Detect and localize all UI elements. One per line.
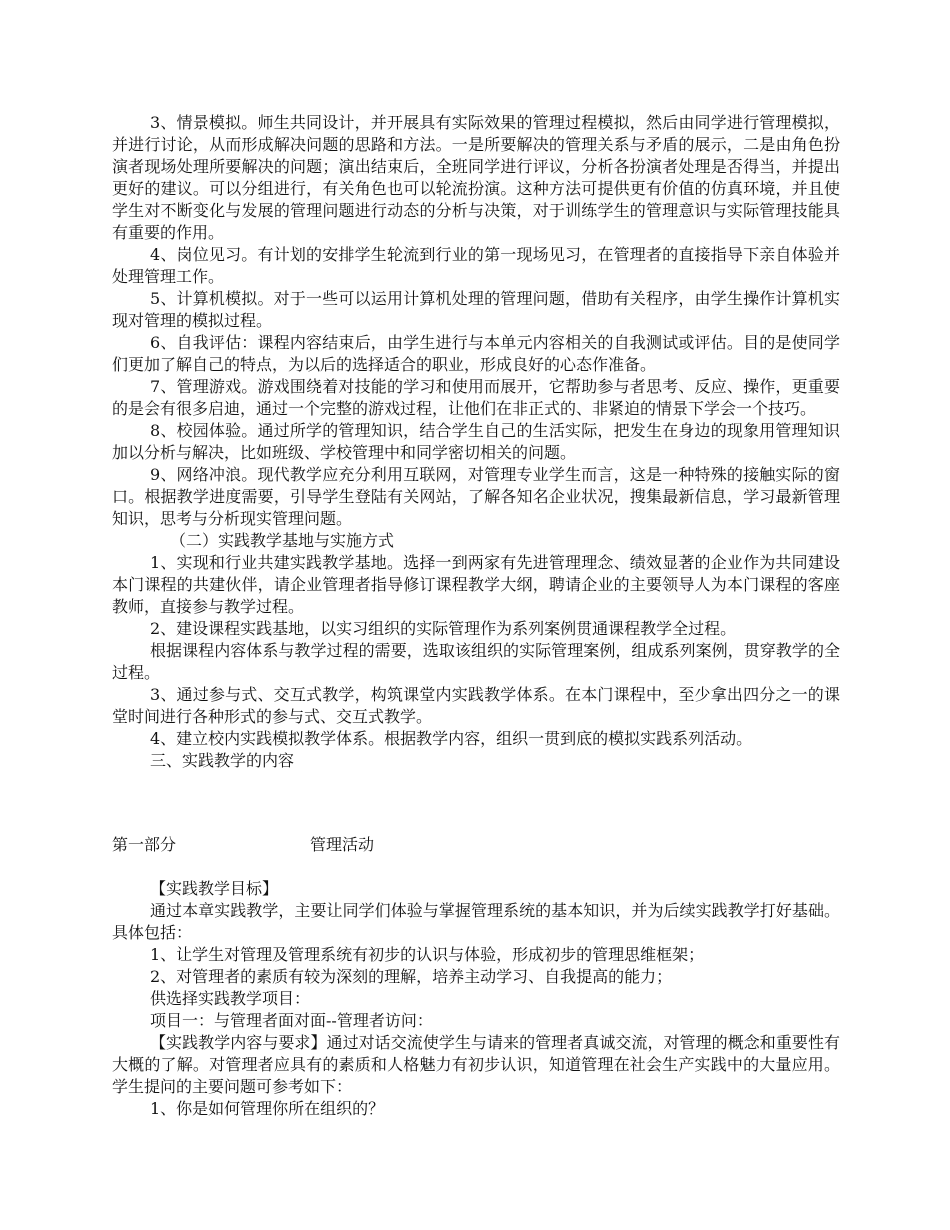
paragraph-project-options: 供选择实践教学项目： bbox=[150, 989, 311, 1008]
paragraph-objective-1: 1、让学生对管理及管理系统有初步的认识与体验，形成初步的管理思维框架； bbox=[150, 945, 705, 964]
part-heading bbox=[112, 834, 374, 856]
paragraph-simulation-system: 4、建立校内实践模拟教学体系。根据教学内容，组织一贯到底的模拟实践系列活动。 bbox=[150, 729, 753, 748]
paragraph-web-surfing: 9、网络冲浪。现代教学应充分利用互联网，对管理专业学生而言，这是一种特殊的接触实际的窗口。根据教学进度需要，引导学生登陆有关网站，了解各知名企业状况，搜集最新信息，学习最新管理知识，思考与分析现实管理问题。 bbox=[112, 465, 840, 528]
part-title: 管理活动 bbox=[310, 835, 375, 854]
paragraph-management-game: 7、管理游戏。游戏围绕着对技能的学习和使用而展开，它帮助参与者思考、反应、操作，更重要的是会有很多启迪，通过一个完整的游戏过程，让他们在非正式的、非紧迫的情景下学会一个技巧。 bbox=[112, 377, 840, 418]
paragraph-project-one: 项目一：与管理者面对面--管理者访问： bbox=[150, 1011, 433, 1030]
paragraph-objective-heading: 【实践教学目标】 bbox=[150, 879, 279, 898]
body-section-1 bbox=[112, 112, 840, 772]
paragraph-campus-experience: 8、校园体验。通过所学的管理知识，结合学生自己的生活实际，把发生在身边的现象用管理知识加以分析与解决，比如班级、学校管理中和同学密切相关的问题。 bbox=[112, 421, 840, 462]
paragraph-content-requirements: 【实践教学内容与要求】通过对话交流使学生与请来的管理者真诚交流，对管理的概念和重要性有大概的了解。对管理者应具有的素质和人格魅力有初步认识，知道管理在社会生产实践中的大量应用。学生提问的主要问题可参考如下： bbox=[112, 1033, 840, 1096]
paragraph-question-1: 1、你是如何管理你所在组织的？ bbox=[150, 1099, 385, 1118]
paragraph-case-series: 根据课程内容体系与教学过程的需要，选取该组织的实际管理案例，组成系列案例，贯穿教学的全过程。 bbox=[112, 641, 840, 682]
paragraph-scenario-simulation: 3、情景模拟。师生共同设计，并开展具有实际效果的管理过程模拟，然后由同学进行管理模拟，并进行讨论，从而形成解决问题的思路和方法。一是所要解决的管理关系与矛盾的展示，二是由角色扮演者现场处理所要解决的问题；演出结束后，全班同学进行评议，分析各扮演者处理是否得当，并提出更好的建议。可以分组进行，有关角色也可以轮流扮演。这种方法可提供更有价值的仿真环境，并且使学生对不断变化与发展的管理问题进行动态的分析与决策，对于训练学生的管理意识与实际管理技能具有重要的作用。 bbox=[112, 113, 840, 242]
paragraph-objective-intro: 通过本章实践教学，主要让同学们体验与掌握管理系统的基本知识，并为后续实践教学打好基础。具体包括： bbox=[112, 901, 840, 942]
paragraph-computer-simulation: 5、计算机模拟。对于一些可以运用计算机处理的管理问题，借助有关程序，由学生操作计算机实现对管理的模拟过程。 bbox=[112, 289, 840, 330]
part-label: 第一部分 bbox=[112, 835, 177, 854]
paragraph-interactive-teaching: 3、通过参与式、交互式教学，构筑课堂内实践教学体系。在本门课程中，至少拿出四分之一的课堂时间进行各种形式的参与式、交互式教学。 bbox=[112, 685, 840, 726]
body-section-2 bbox=[112, 878, 840, 1120]
paragraph-industry-base: 1、实现和行业共建实践教学基地。选择一到两家有先进管理理念、绩效显著的企业作为共同建设本门课程的共建伙伴，请企业管理者指导修订课程教学大纲，聘请企业的主要领导人为本门课程的客座教师，直接参与教学过程。 bbox=[112, 553, 840, 616]
paragraph-job-shadowing: 4、岗位见习。有计划的安排学生轮流到行业的第一现场见习，在管理者的直接指导下亲自体验并处理管理工作。 bbox=[112, 245, 840, 286]
paragraph-self-assessment: 6、自我评估：课程内容结束后，由学生进行与本单元内容相关的自我测试或评估。目的是使同学们更加了解自己的特点，为以后的选择适合的职业，形成良好的心态作准备。 bbox=[112, 333, 840, 374]
paragraph-objective-2: 2、对管理者的素质有较为深刻的理解，培养主动学习、自我提高的能力； bbox=[150, 967, 673, 986]
section-heading-practice-base: （二）实践教学基地与实施方式 bbox=[170, 531, 395, 550]
section-heading-practice-content: 三、实践教学的内容 bbox=[150, 751, 295, 770]
paragraph-course-base: 2、建设课程实践基地，以实习组织的实际管理作为系列案例贯通课程教学全过程。 bbox=[150, 619, 737, 638]
